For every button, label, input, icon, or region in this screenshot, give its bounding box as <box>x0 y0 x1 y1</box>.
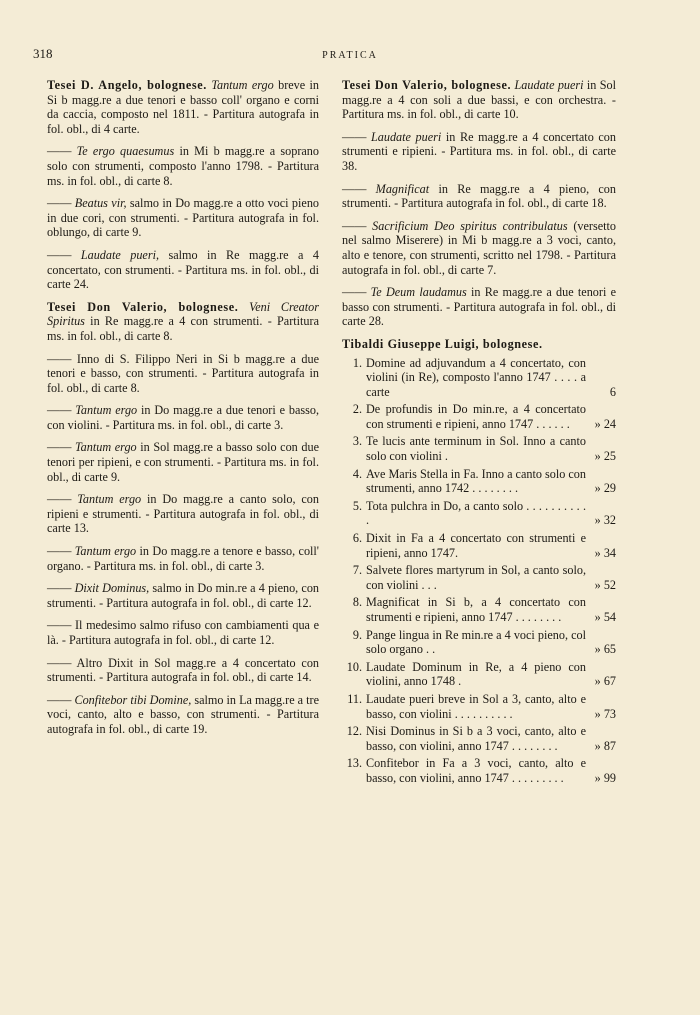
work-title: Te ergo quaesumus <box>76 144 175 159</box>
ditto-dash: —— <box>47 581 72 596</box>
item-text: Laudate Dominum in Re, a 4 pieno con violini, anno 1748 . <box>366 659 586 689</box>
composer-name: Tesei D. Angelo, bolognese. <box>47 78 207 92</box>
ditto-dash: —— <box>47 692 72 707</box>
ditto-dash: —— <box>47 544 72 559</box>
work-description: (versetto nel salmo Miserere) in Mi b magg.re a 3 voci, canto, alto e tenore, con strumenti, scritto nel 1798. - Partitura autografa in fol. obl., di carte 7. <box>342 218 616 277</box>
work-description: Il medesimo salmo rifuso con cambiamenti qua e là. - Partitura autografa in fol. obl., di carte 12. <box>47 618 319 647</box>
tibaldi-list <box>342 356 616 786</box>
item-text: Salvete flores martyrum in Sol, a canto solo, con violini . . . <box>366 563 586 592</box>
catalog-entry <box>47 78 319 136</box>
work-title: Magnificat <box>375 181 430 196</box>
item-number: 2. <box>352 402 362 417</box>
work-description: in Do magg.re a due tenori e basso, con violini. - Partitura ms. in fol. obl., di carte 3. <box>47 403 320 432</box>
item-page: » 65 <box>594 642 616 657</box>
work-description: in Do magg.re a tenore e basso, coll' organo. - Partitura ms. in fol. obl., di carte 3. <box>47 544 320 573</box>
tibaldi-heading: Tibaldi Giuseppe Luigi, bolognese. <box>342 336 543 351</box>
work-title: Tantum ergo <box>75 403 138 418</box>
item-page: » 99 <box>594 770 616 785</box>
ditto-dash: —— <box>342 181 367 196</box>
ditto-dash: —— <box>47 492 72 507</box>
ditto-dash: —— <box>47 403 72 418</box>
item-number: 1. <box>352 355 362 370</box>
list-item <box>342 434 616 463</box>
item-text: Magnificat in Si b, a 4 concertato con strumenti e ripieni, anno 1747 . . . . . . . . <box>366 595 586 624</box>
ditto-dash: —— <box>342 129 367 144</box>
work-description: salmo in La magg.re a tre voci, canto, alto e basso, con strumenti. - Partitura autografa in fol. obl., di carte 19. <box>47 692 320 736</box>
item-number: 3. <box>352 434 362 449</box>
item-text: Pange lingua in Re min.re a 4 voci pieno, col solo organo . . <box>366 627 586 657</box>
item-text: Domine ad adjuvandum a 4 concertato, con violini (in Re), composto l'anno 1747 . . . . a carte <box>366 355 586 399</box>
ditto-dash: —— <box>47 351 72 366</box>
item-number: 8. <box>352 595 362 610</box>
item-text: Tota pulchra in Do, a canto solo . . . . . . . . . . . <box>366 498 586 528</box>
ditto-dash: —— <box>47 144 72 159</box>
work-description: salmo in Do min.re a 4 pieno, con strumenti. - Partitura autografa in fol. obl., di carte 12. <box>47 581 320 610</box>
catalog-entry <box>342 78 616 122</box>
item-text: De profundis in Do min.re, a 4 concertato con strumenti e ripieni, anno 1747 . . . . . . <box>366 402 586 431</box>
item-number: 10. <box>346 659 362 674</box>
work-title: Tantum ergo <box>74 544 137 559</box>
ditto-dash: —— <box>47 440 72 455</box>
ditto-dash: —— <box>342 218 367 233</box>
work-description: breve in Si b magg.re a due tenori e basso coll' organo e corni da caccia, composto nel 1811. - Partitura autografa in fol. obl., di 4 carte. <box>47 78 320 136</box>
ditto-dash: —— <box>47 618 72 633</box>
item-number: 6. <box>352 531 362 546</box>
item-number: 9. <box>352 627 362 642</box>
item-page: » 73 <box>594 706 616 721</box>
catalog-entry <box>342 285 616 329</box>
item-page: » 52 <box>594 577 616 592</box>
catalog-entry <box>342 130 616 174</box>
work-title: Tantum ergo <box>77 492 142 507</box>
catalog-entry <box>47 403 319 432</box>
catalog-entry <box>47 196 319 240</box>
item-page: » 34 <box>594 545 616 560</box>
catalog-entry <box>47 581 319 610</box>
left-column <box>47 78 319 745</box>
ditto-dash: —— <box>342 285 367 300</box>
item-text: Laudate pueri breve in Sol a 3, canto, alto e basso, con violini . . . . . . . . . . <box>366 691 586 721</box>
ditto-dash: —— <box>47 247 72 262</box>
composer-name: Tesei Don Valerio, bolognese. <box>342 78 512 92</box>
work-title: Confitebor tibi Domine, <box>74 692 192 707</box>
catalog-entry <box>47 300 319 344</box>
work-title: Laudate pueri, <box>80 247 160 262</box>
work-description: in Mi b magg.re a soprano solo con strumenti, composto l'anno 1798. - Partitura ms. in fol. obl., di carte 8. <box>47 144 319 188</box>
item-number: 4. <box>352 466 362 481</box>
work-description: Altro Dixit in Sol magg.re a 4 concertato con strumenti. - Partitura autografa in fol. obl., di carte 14. <box>47 655 320 685</box>
list-item <box>342 499 616 528</box>
catalog-entry <box>47 248 319 292</box>
work-description: in Sol magg.re a 4 con soli a due bassi, e con orchestra. - Partitura ms. in fol. obl., di carte 10. <box>342 78 616 122</box>
ditto-dash: —— <box>47 196 72 211</box>
catalog-entry <box>47 693 319 737</box>
item-number: 12. <box>346 724 362 739</box>
catalog-entry <box>47 544 319 573</box>
item-page: » 87 <box>594 738 616 753</box>
work-description: in Do magg.re a canto solo, con ripieni e strumenti. - Partitura autografa in fol. obl., di carte 13. <box>47 492 319 536</box>
work-title: Te Deum laudamus <box>370 285 467 300</box>
work-description: Inno di S. Filippo Neri in Si b magg.re a due tenori e basso, con strumenti. - Partitura autografa in fol. obl., di carte 8. <box>47 351 320 395</box>
list-item <box>342 356 616 400</box>
work-description: in Re magg.re a 4 pieno, con strumenti. - Partitura autografa in fol. obl., di carte 18. <box>342 181 616 211</box>
catalog-entry <box>47 618 319 647</box>
item-page: » 24 <box>594 416 616 431</box>
work-description: salmo in Do magg.re a otto voci pieno in due cori, con strumenti. - Partitura autografa in fol. oblungo, di carte 9. <box>47 196 320 240</box>
item-text: Ave Maris Stella in Fa. Inno a canto solo con strumenti, anno 1742 . . . . . . . . <box>366 466 586 496</box>
item-number: 7. <box>352 563 362 578</box>
list-item <box>342 628 616 657</box>
work-title: Veni Creator Spiritus <box>47 299 319 329</box>
catalog-entry <box>342 182 616 211</box>
list-item <box>342 595 616 624</box>
work-description: salmo in Re magg.re a 4 concertato, con strumenti. - Partitura ms. in fol. obl., di carte 24. <box>47 247 319 292</box>
right-column <box>342 78 616 789</box>
work-title: Tantum ergo <box>211 78 274 92</box>
work-title: Laudate pueri <box>370 129 442 144</box>
list-item <box>342 563 616 592</box>
work-description: in Re magg.re a 4 concertato con strumenti e ripieni. - Partitura ms. in fol. obl., di carte 38. <box>342 129 616 173</box>
catalog-entry <box>47 440 319 484</box>
item-page: » 32 <box>594 513 616 528</box>
item-text: Confitebor in Fa a 3 voci, canto, alto e basso, con violini, anno 1747 . . . . . . . . . <box>366 756 586 785</box>
catalog-entry <box>47 352 319 396</box>
list-item <box>342 402 616 431</box>
item-page: 6 <box>609 384 616 399</box>
catalog-entry <box>47 492 319 536</box>
running-head: PRATICA <box>322 50 378 61</box>
work-description: in Re magg.re a 4 con strumenti. - Partitura ms. in fol. obl., di carte 8. <box>47 314 319 343</box>
list-item <box>342 692 616 721</box>
ditto-dash: —— <box>47 655 72 670</box>
catalog-entry <box>47 144 319 188</box>
page-number: 318 <box>33 46 53 61</box>
work-title: Laudate pueri <box>514 78 584 92</box>
work-description: in Re magg.re a due tenori e basso con strumenti. - Partitura autografa in fol. obl., di carte 28. <box>342 285 617 329</box>
list-item <box>342 660 616 689</box>
list-item <box>342 531 616 560</box>
composer-name: Tesei Don Valerio, bolognese. <box>47 299 239 314</box>
item-number: 11. <box>347 691 362 706</box>
list-item <box>342 756 616 785</box>
item-page: » 54 <box>594 610 616 624</box>
work-title: Tantum ergo <box>75 440 137 455</box>
catalog-entry <box>47 656 319 685</box>
work-description: in Sol magg.re a basso solo con due tenori per ripieni, e con strumenti. - Partitura ms. in fol. obl., di carte 9. <box>47 440 320 484</box>
item-text: Nisi Dominus in Si b a 3 voci, canto, alto e basso, con violini, anno 1747 . . . . . . . . <box>366 724 586 753</box>
work-title: Dixit Dominus, <box>74 581 150 596</box>
item-text: Te lucis ante terminum in Sol. Inno a canto solo con violini . <box>366 434 586 464</box>
list-item <box>342 724 616 753</box>
item-number: 5. <box>352 498 362 513</box>
item-page: » 29 <box>594 481 616 496</box>
item-page: » 67 <box>594 674 616 689</box>
item-page: » 25 <box>594 449 616 464</box>
work-title: Beatus vir, <box>74 196 127 211</box>
work-title: Sacrificium Deo spiritus contribulatus <box>372 218 568 233</box>
right-column-entries <box>342 78 616 329</box>
item-number: 13. <box>346 756 362 771</box>
catalog-entry <box>342 219 616 277</box>
list-item <box>342 467 616 496</box>
item-text: Dixit in Fa a 4 concertato con strumenti e ripieni, anno 1747. <box>366 531 586 560</box>
